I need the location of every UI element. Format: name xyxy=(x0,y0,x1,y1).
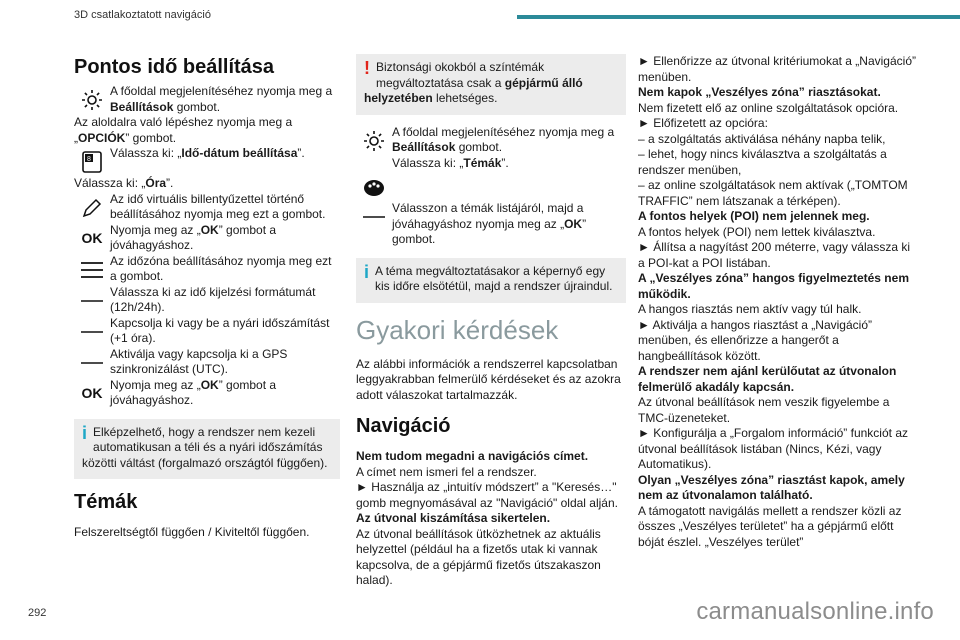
options-icon xyxy=(74,148,110,176)
step-dst: Kapcsolja ki vagy be a nyári időszámítást (+1 óra). xyxy=(74,316,340,347)
theme-palette-row xyxy=(356,171,626,201)
step-keyboard: Az idő virtuális billentyűzettel történő beállításához nyomja meg ezt a gombot. xyxy=(74,192,340,223)
faq-answer: ► Aktiválja a hangos riasztást a „Navigáció” menüben, és ellenőrizze a hangerőt a hangbeállítások között. xyxy=(638,317,872,363)
faq-intro: Az alábbi információk a rendszerrel kapcsolatban leggyakrabban felmerülő kérdéseket és az azokra adott válaszokat tartalmazzák. xyxy=(356,356,621,402)
toggle-line-icon xyxy=(74,349,110,377)
toggle-line-icon xyxy=(74,318,110,346)
info-icon: i xyxy=(364,261,370,282)
warning-exclamation-icon: ! xyxy=(364,58,370,78)
faq-answer: ► Ellenőrizze az útvonal kritériumokat a „Navigáció” menüben. xyxy=(638,54,916,84)
menu-lines-icon xyxy=(74,256,110,284)
faq-question: A rendszer nem ajánl kerülőutat az útvonalon felmerülő akadály kapcsán. xyxy=(638,364,897,394)
theme-palette-icon xyxy=(356,173,392,201)
faq-answer: – a szolgáltatás aktiválása néhány napba telik, xyxy=(638,131,886,146)
ok-button[interactable]: OK xyxy=(81,384,103,401)
faq-question: A „Veszélyes zóna” hangos figyelmeztetés nem működik. xyxy=(638,271,909,301)
faq-question: Olyan „Veszélyes zóna” riasztást kapok, amely nem az útvonalamon található. xyxy=(638,472,905,502)
theme-step-select: Válasszon a témák listájáról, majd a jóváhagyáshoz nyomja meg az „OK” gombot. xyxy=(356,201,626,248)
faq-answer: Az útvonal beállítások ütközhetnek az aktuális helyzettel (például ha a fizetős utak ki vannak kapcsolva, de a gépjármű fizetős útszakaszon halad). xyxy=(356,526,601,587)
section-title-time: Pontos idő beállítása xyxy=(74,56,275,78)
faq-answer: ► Állítsa a nagyítást 200 méterre, vagy válassza ki a POI-kat a POI listában. xyxy=(638,240,910,270)
faq-answer: A támogatott navigálás mellett a rendszer közli az összes „Veszélyes területet” ha a gépjármű előtt bóját észlel. „Veszélyes terület” xyxy=(638,503,902,549)
page-number: 292 xyxy=(28,607,47,619)
faq-answer: ► Használja az „intuitív módszert” a "Keresés…" gomb megnyomásával az "Navigáció" oldal alján. xyxy=(356,480,618,510)
faq-question: Nem tudom megadni a navigációs címet. xyxy=(356,449,589,463)
warning-note-themes: ! Biztonsági okokból a színtémák megváltoztatása csak a gépjármű álló helyzetében lehetséges. xyxy=(356,54,626,115)
navigation-title: Navigáció xyxy=(356,415,451,437)
faq-answer: ► Előfizetett az opcióra: xyxy=(638,116,768,130)
faq-answer: A címet nem ismeri fel a rendszer. xyxy=(356,464,537,479)
svg-text:8: 8 xyxy=(87,156,91,163)
step-options: Az aloldalra való lépéshez nyomja meg a „OPCIÓK” gombot. xyxy=(74,115,293,145)
faq-answer: – lehet, hogy nincs kiválasztva a szolgáltatás a rendszer menüben, xyxy=(638,147,887,177)
step-select-hour: Válassza ki: „Óra”. xyxy=(74,176,174,190)
faq-answer: ► Konfigurálja a „Forgalom információ” funkciót az útvonal beállítások listában (Nincs, Kézi, vagy Automatikus). xyxy=(638,426,908,471)
faq-question: A fontos helyek (POI) nem jelennek meg. xyxy=(638,209,870,223)
settings-gear-icon xyxy=(74,86,110,114)
step-timezone: Az időzóna beállításához nyomja meg ezt a gombot. xyxy=(74,254,340,285)
toggle-line-icon xyxy=(74,287,110,315)
column-themes-faq xyxy=(356,54,626,589)
step-gps: Aktiválja vagy kapcsolja ki a GPS szinkronizálást (UTC). xyxy=(74,347,340,378)
faq-answer: – az online szolgáltatások nem aktívak („TOMTOM TRAFFIC” nem látszanak a térképen). xyxy=(638,178,908,208)
step-select-datetime: 8 Válassza ki: „Idő-dátum beállítása”. xyxy=(74,146,340,176)
faq-answer: Az útvonal beállítások nem veszik figyelembe a TMC-üzeneteket. xyxy=(638,395,890,425)
settings-gear-icon xyxy=(356,127,392,155)
faq-question: Nem kapok „Veszélyes zóna” riasztásokat. xyxy=(638,85,881,99)
faq-title: Gyakori kérdések xyxy=(356,314,559,345)
ok-button[interactable]: OK xyxy=(81,229,103,246)
faq-answer: Nem fizetett elő az online szolgáltatások opcióra. xyxy=(638,100,899,115)
info-note-theme: i A téma megváltoztatásakor a képernyő egy kis időre elsötétül, majd a rendszer újraindul. xyxy=(356,258,626,303)
section-title-themes: Témák xyxy=(74,491,138,513)
column-faq-continued xyxy=(638,54,916,550)
theme-step-settings: A főoldal megjelenítéséhez nyomja meg a Beállítások gombot. Válassza ki: „Témák”. xyxy=(356,125,626,172)
page-header-title: 3D csatlakoztatott navigáció xyxy=(74,9,211,21)
toggle-line-icon xyxy=(356,203,392,231)
faq-question: Az útvonal kiszámítása sikertelen. xyxy=(356,511,551,525)
themes-availability: Felszereltségtől függően / Kiviteltől függően. xyxy=(74,525,310,539)
header-accent-bar xyxy=(517,15,960,19)
step-ok-1: OK Nyomja meg az „OK” gombot a jóváhagyáshoz. xyxy=(74,223,340,254)
watermark: carmanualsonline.info xyxy=(696,598,934,625)
column-time-settings xyxy=(74,54,340,541)
step-open-settings: A főoldal megjelenítéséhez nyomja meg a Beállítások gombot. xyxy=(74,84,340,115)
info-note-dst: i Elképzelhető, hogy a rendszer nem kezeli automatikusan a téli és a nyári időszámítás közötti váltást (forgalmazó országtól függően). xyxy=(74,419,340,480)
faq-answer: A hangos riasztás nem aktív vagy túl halk. xyxy=(638,302,862,316)
step-ok-2: OK Nyomja meg az „OK” gombot a jóváhagyáshoz. xyxy=(74,378,340,409)
step-format: Válassza ki az idő kijelzési formátumát (12h/24h). xyxy=(74,285,340,316)
pencil-icon xyxy=(74,194,110,222)
info-icon: i xyxy=(82,422,88,443)
faq-answer: A fontos helyek (POI) nem lettek kiválasztva. xyxy=(638,224,876,239)
